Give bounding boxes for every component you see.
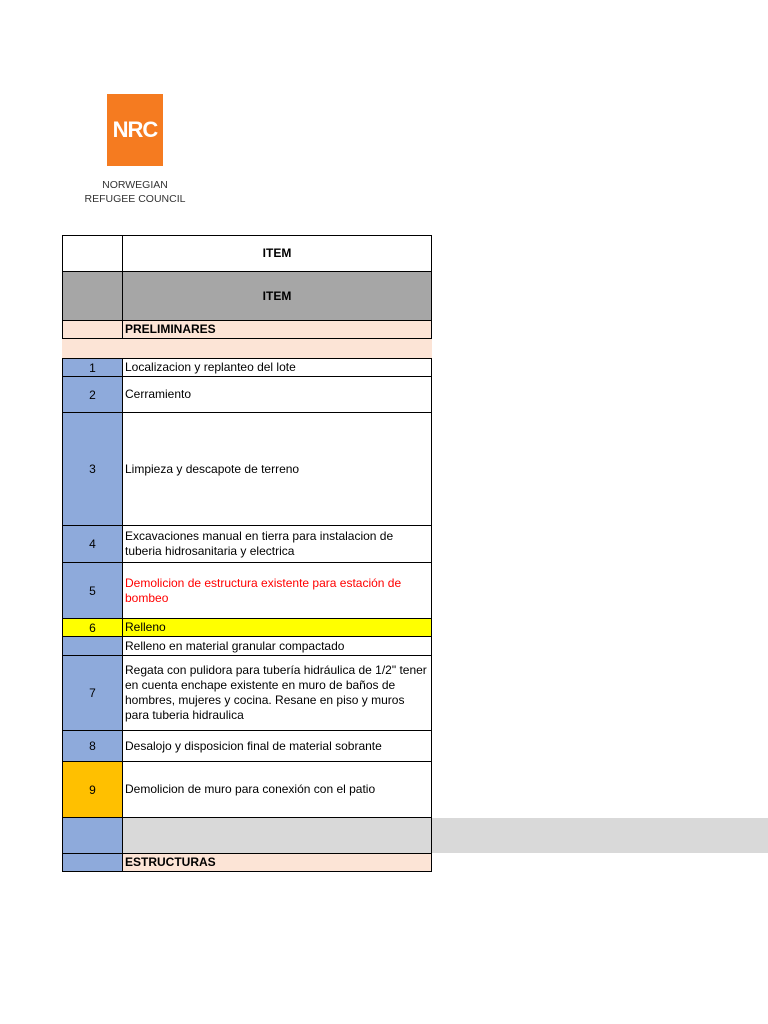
header-row-1 (62, 235, 432, 272)
logo-caption (80, 178, 190, 206)
cell[interactable] (62, 853, 123, 872)
table-row (62, 817, 432, 854)
header-item-1[interactable]: ITEM (123, 235, 432, 272)
item-description[interactable]: Excavaciones manual en tierra para instalacion de tuberia hidrosanitaria y electrica (123, 525, 432, 563)
section-row (62, 853, 432, 872)
item-number[interactable]: 4 (62, 525, 123, 563)
cell[interactable] (62, 817, 123, 854)
item-number[interactable] (62, 636, 123, 656)
section-preliminares[interactable]: PRELIMINARES (123, 320, 432, 339)
table-row (62, 761, 432, 818)
table-row (62, 636, 432, 656)
item-description[interactable]: Localizacion y replanteo del lote (123, 358, 432, 377)
item-description[interactable]: Desalojo y disposicion final de material sobrante (123, 730, 432, 762)
item-description[interactable]: Relleno (123, 618, 432, 637)
item-number[interactable]: 2 (62, 376, 123, 413)
logo-mark: NRC (112, 117, 158, 142)
section-estructuras[interactable]: ESTRUCTURAS (123, 853, 432, 872)
item-number[interactable]: 1 (62, 358, 123, 377)
item-description[interactable]: Cerramiento (123, 376, 432, 413)
item-description[interactable]: Relleno en material granular compactado (123, 636, 432, 656)
table-row (62, 525, 432, 563)
header-row-2 (62, 271, 432, 321)
table-row (62, 730, 432, 762)
cell[interactable] (123, 817, 432, 854)
table-row (62, 358, 432, 377)
item-number[interactable]: 8 (62, 730, 123, 762)
section-row (62, 320, 432, 339)
item-description[interactable]: Limpieza y descapote de terreno (123, 412, 432, 526)
header-item-2[interactable]: ITEM (123, 271, 432, 321)
item-description[interactable]: Demolicion de muro para conexión con el patio (123, 761, 432, 818)
cell[interactable] (62, 320, 123, 339)
item-description[interactable]: Regata con pulidora para tubería hidráulica de 1/2" tener en cuenta enchape existente en muro de baños de hombres, mujeres y cocina. Resane en piso y muros para tuberia hidraulica (123, 655, 432, 731)
item-number[interactable]: 3 (62, 412, 123, 526)
item-description[interactable]: Demolicion de estructura existente para estación de bombeo (123, 562, 432, 619)
table-row (62, 562, 432, 619)
item-number[interactable]: 9 (62, 761, 123, 818)
blank-row (62, 339, 432, 358)
item-number[interactable]: 6 (62, 618, 123, 637)
item-number[interactable]: 5 (62, 562, 123, 619)
item-number[interactable]: 7 (62, 655, 123, 731)
table-row (62, 618, 432, 637)
table-row (62, 412, 432, 526)
table-row (62, 376, 432, 413)
logo-line-1: NORWEGIAN (102, 179, 168, 191)
logo-line-2: REFUGEE COUNCIL (84, 193, 186, 205)
cell[interactable] (62, 271, 123, 321)
table-row (62, 655, 432, 731)
cell[interactable] (62, 339, 123, 358)
cell[interactable] (123, 339, 432, 358)
nrc-logo (107, 94, 163, 166)
cell[interactable] (62, 235, 123, 272)
